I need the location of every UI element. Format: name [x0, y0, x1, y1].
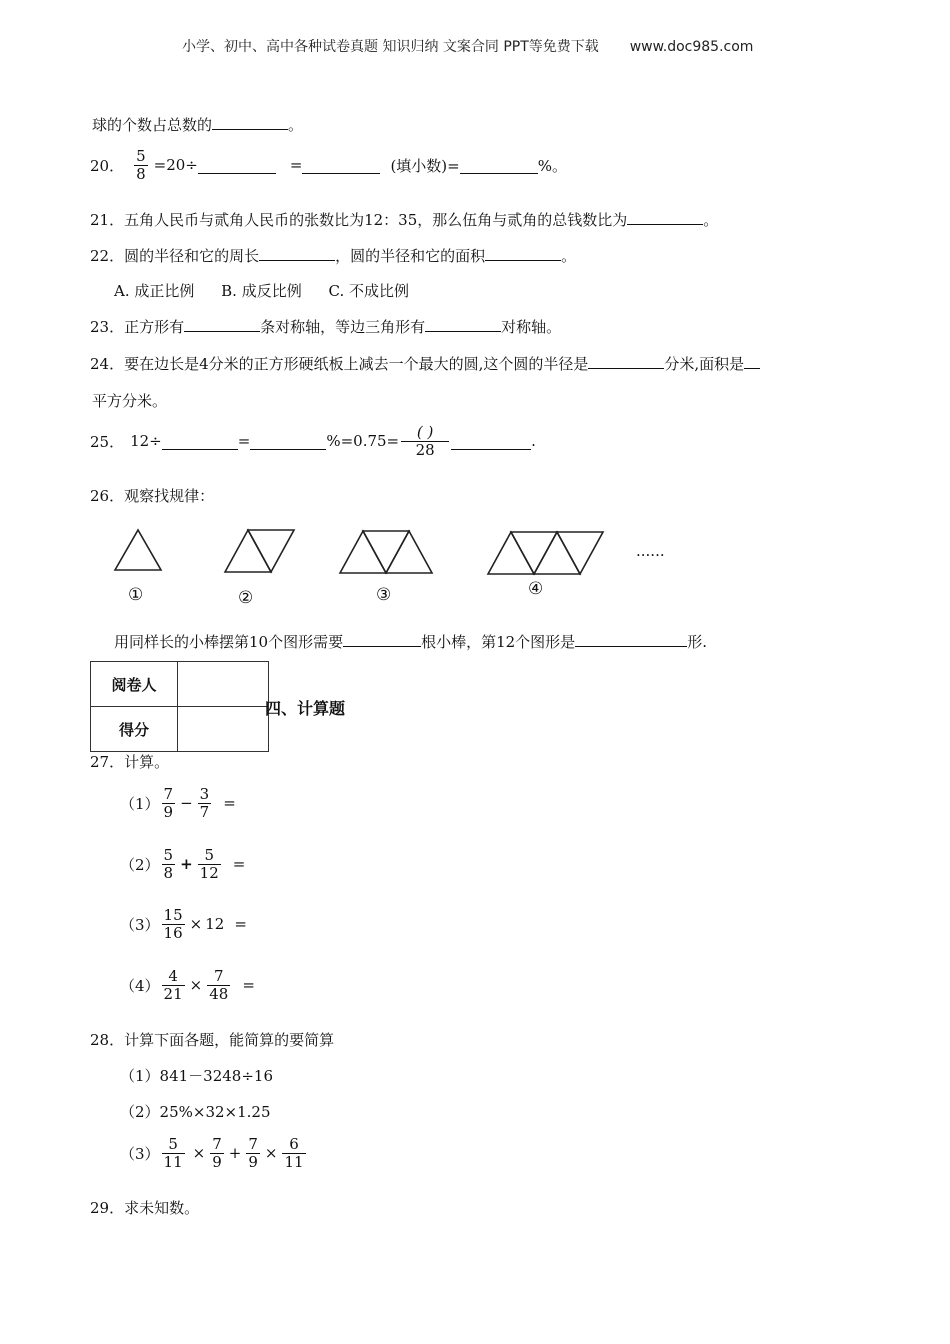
- triangle-pattern-figure: [100, 520, 700, 615]
- q23-text2: 条对称轴，等边三角形有: [260, 318, 426, 336]
- answer-blank[interactable]: [575, 630, 687, 647]
- operator: ×: [264, 1144, 278, 1162]
- label-2: ②: [238, 588, 254, 608]
- operator: ×: [192, 1144, 206, 1162]
- q22-text: 22．圆的半径和它的周长: [90, 247, 260, 265]
- q22-end: 。: [561, 247, 577, 265]
- item-label: （1）: [120, 1067, 160, 1085]
- frac-denominator: 48: [209, 984, 229, 1003]
- q29-title: 29．求未知数。: [90, 1199, 200, 1217]
- q20-fraction: [134, 148, 148, 182]
- fraction-a: [162, 907, 185, 941]
- q22-text2: ，圆的半径和它的面积: [335, 247, 486, 265]
- q20-pct: %。: [537, 156, 567, 175]
- answer-blank[interactable]: [302, 157, 380, 174]
- q25-eq: =: [237, 432, 251, 450]
- q27-item-1: [120, 786, 239, 820]
- item-label: （2）: [120, 1103, 160, 1121]
- operator: ×: [189, 915, 203, 933]
- question-20: [90, 148, 567, 182]
- equals: =: [223, 794, 236, 812]
- score-cell[interactable]: [178, 707, 269, 752]
- operator: +: [180, 855, 193, 873]
- frac-denominator: 28: [401, 441, 449, 459]
- answer-blank[interactable]: [198, 157, 276, 174]
- q25-number: 25．: [90, 432, 125, 451]
- q26-text2: 根小棒，第12个图形是: [421, 633, 576, 651]
- question-26-title: [90, 485, 214, 506]
- grader-label: 阅卷人: [91, 662, 178, 707]
- answer-blank[interactable]: [744, 352, 760, 369]
- fraction-b: [198, 847, 221, 881]
- operator: ×: [189, 976, 203, 994]
- operator: +: [228, 1144, 242, 1162]
- q26-text3: 形.: [687, 633, 707, 651]
- q21-text: 21．五角人民币与贰角人民币的张数比为12：35，那么伍角与贰角的总钱数比为: [90, 211, 628, 229]
- header-text: 小学、初中、高中各种试卷真题 知识归纳 文案合同 PPT等免费下载: [182, 39, 599, 55]
- item-label: （1）: [120, 794, 160, 813]
- q28-item-1: [120, 1065, 273, 1086]
- answer-blank[interactable]: [588, 352, 664, 369]
- frac-denominator: 9: [163, 802, 174, 821]
- fraction-a: [162, 968, 185, 1002]
- frac-numerator: 7: [248, 1135, 258, 1153]
- fraction-b: [198, 786, 212, 820]
- q26-question: [114, 630, 707, 652]
- question-23: [90, 315, 561, 337]
- answer-blank[interactable]: [425, 315, 501, 332]
- answer-blank[interactable]: [460, 157, 538, 174]
- grader-cell[interactable]: [178, 662, 269, 707]
- answer-blank[interactable]: [485, 244, 561, 261]
- q26-title: 26．观察找规律：: [90, 487, 215, 505]
- answer-blank[interactable]: [162, 433, 238, 450]
- q24-text2: 分米,面积是: [664, 355, 745, 373]
- fraction-b: [210, 1136, 224, 1170]
- equals: =: [232, 855, 246, 873]
- q24-unit: 平方分米。: [92, 392, 168, 410]
- expression: 841－3248÷16: [159, 1067, 274, 1085]
- q23-text3: 对称轴。: [501, 318, 562, 336]
- q19-tail: [92, 113, 303, 135]
- q27-item-3: [120, 907, 250, 941]
- frac-numerator: 5: [204, 846, 214, 864]
- q28-item-2: [120, 1101, 271, 1122]
- operator: −: [180, 794, 193, 812]
- frac-denominator: 9: [212, 1152, 222, 1171]
- frac-numerator: 5: [163, 846, 174, 864]
- frac-denominator: 8: [163, 863, 174, 882]
- fraction-a: [162, 1136, 185, 1170]
- frac-denominator: 16: [163, 923, 183, 942]
- q27-item-4: [120, 968, 258, 1002]
- q22-options: [114, 280, 409, 301]
- equals: =: [234, 915, 247, 933]
- option-b[interactable]: B. 成反比例: [221, 282, 302, 300]
- frac-numerator: 5: [168, 1135, 178, 1153]
- q24-text: 24．要在边长是4分米的正方形硬纸板上减去一个最大的圆,这个圆的半径是: [90, 355, 589, 373]
- triangle-figure-3: [340, 531, 432, 573]
- q25-div: 12÷: [130, 432, 162, 450]
- frac-numerator: 7: [213, 967, 224, 985]
- question-21: [90, 208, 718, 230]
- q19-end: 。: [288, 116, 304, 134]
- fraction-a: [162, 786, 176, 820]
- option-c[interactable]: C. 不成比例: [328, 282, 409, 300]
- q28-title: 28．计算下面各题，能简算的要简算: [90, 1031, 335, 1049]
- answer-blank[interactable]: [259, 244, 335, 261]
- q25-pct: %=0.75=: [326, 432, 400, 450]
- q28-item-3: [120, 1136, 308, 1170]
- q19-text: 球的个数占总数的: [92, 116, 213, 134]
- q27-item-2: [120, 847, 248, 881]
- triangle-figure-1: [115, 530, 161, 570]
- frac-denominator: 12: [199, 863, 219, 882]
- score-label: 得分: [91, 707, 178, 752]
- fraction-c: [246, 1136, 260, 1170]
- q21-end: 。: [703, 211, 719, 229]
- section-title: 四、计算题: [265, 699, 346, 718]
- frac-denominator: 7: [199, 802, 210, 821]
- frac-denominator: 11: [163, 1152, 183, 1171]
- q20-paren: (填小数)=: [390, 156, 460, 175]
- fraction-b: [207, 968, 230, 1002]
- q25-end: .: [531, 432, 536, 450]
- q20-eq2: =: [289, 156, 303, 174]
- answer-blank[interactable]: [250, 433, 326, 450]
- q26-dots: ......: [636, 542, 665, 560]
- answer-blank[interactable]: [212, 113, 288, 130]
- q24-line2: [92, 390, 167, 411]
- frac-numerator: 15: [163, 906, 183, 924]
- frac-denominator: 21: [163, 984, 183, 1003]
- q20-number: 20．: [90, 156, 125, 175]
- frac-numerator: 5: [136, 147, 146, 165]
- frac-numerator[interactable]: ( ): [416, 423, 434, 441]
- q23-text: 23．正方形有: [90, 318, 185, 336]
- score-table: [90, 661, 269, 752]
- q20-eq1: =20÷: [153, 156, 198, 174]
- frac-denominator: 11: [284, 1152, 304, 1171]
- expression: 25%×32×1.25: [159, 1103, 271, 1121]
- frac-denominator: 8: [136, 164, 146, 183]
- q25-fraction: [401, 424, 449, 458]
- option-a[interactable]: A. 成正比例: [114, 282, 195, 300]
- frac-numerator: 7: [212, 1135, 222, 1153]
- question-22: [90, 244, 576, 266]
- triangle-figure-2: [225, 530, 294, 572]
- operand: 12: [205, 915, 225, 933]
- header-url[interactable]: www.doc985.com: [629, 39, 754, 55]
- frac-numerator: 3: [199, 785, 210, 803]
- item-label: （3）: [120, 1144, 160, 1163]
- answer-blank[interactable]: [184, 315, 260, 332]
- frac-numerator: 6: [289, 1135, 299, 1153]
- item-label: （3）: [120, 915, 160, 934]
- frac-numerator: 4: [168, 967, 178, 985]
- question-25: [90, 424, 536, 458]
- q27-title: 27．计算。: [90, 753, 170, 771]
- page-header: [182, 36, 753, 56]
- fraction-d: [282, 1136, 305, 1170]
- answer-blank[interactable]: [451, 433, 531, 450]
- frac-denominator: 9: [248, 1152, 258, 1171]
- item-label: （2）: [120, 855, 160, 874]
- equals: =: [242, 976, 255, 994]
- q26-text: 用同样长的小棒摆第10个图形需要: [114, 633, 344, 651]
- label-4: ④: [528, 579, 544, 599]
- question-24: [90, 352, 760, 374]
- triangle-figure-4: [488, 532, 603, 574]
- item-label: （4）: [120, 976, 160, 995]
- answer-blank[interactable]: [343, 630, 421, 647]
- answer-blank[interactable]: [627, 208, 703, 225]
- label-1: ①: [128, 585, 144, 605]
- fraction-a: [162, 847, 176, 881]
- label-3: ③: [376, 585, 392, 605]
- frac-numerator: 7: [163, 785, 174, 803]
